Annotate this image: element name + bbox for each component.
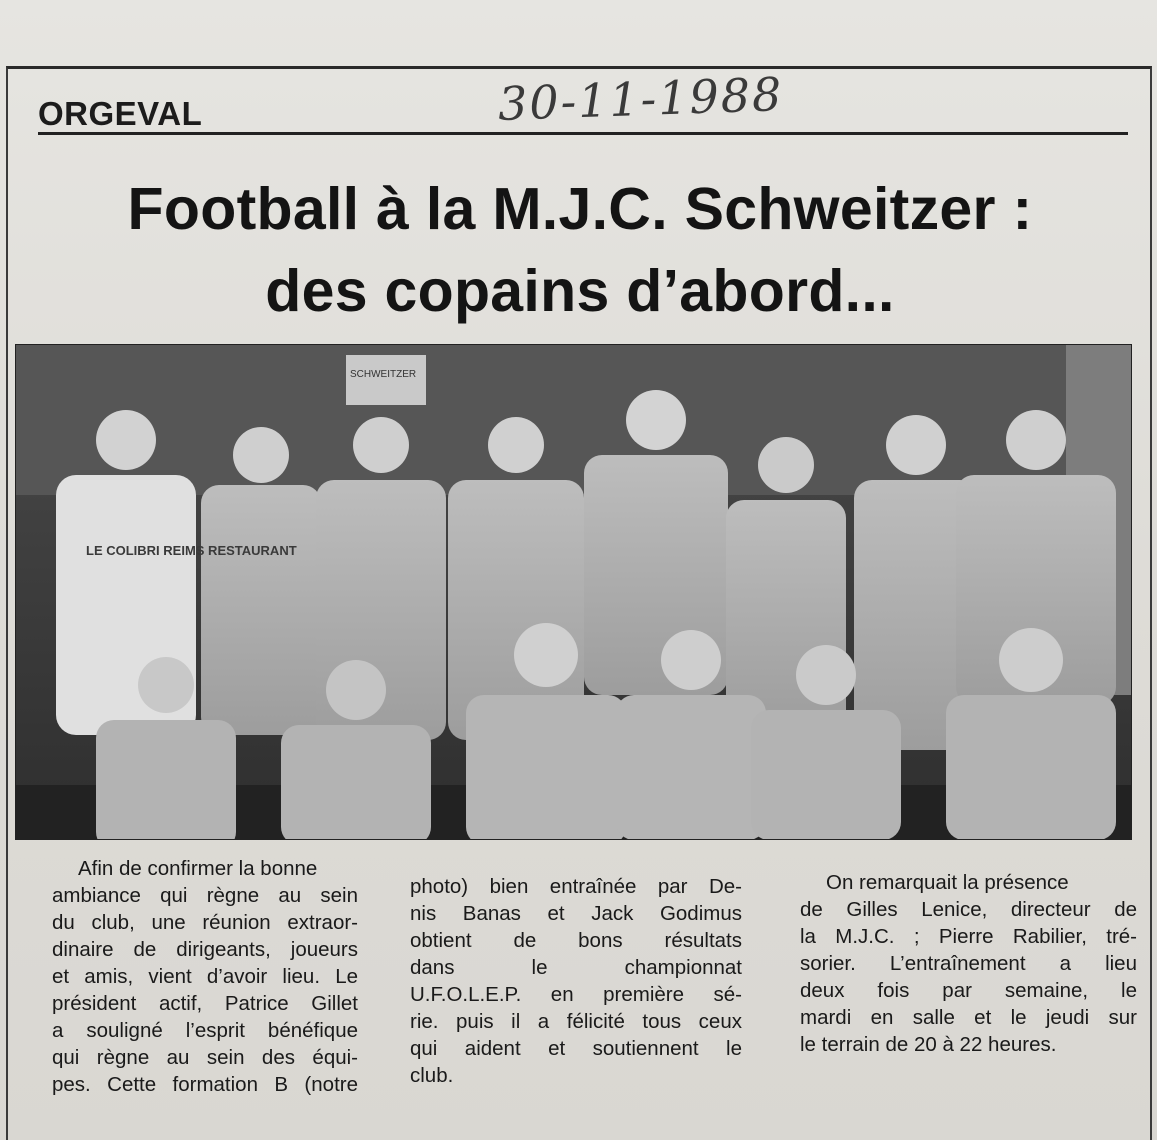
col2-line: U.F.O.L.E.P. en première sé- bbox=[410, 983, 742, 1006]
col1-line: pes. Cette formation B (notre bbox=[52, 1073, 358, 1096]
col2-line: nis Banas et Jack Godimus bbox=[410, 902, 742, 925]
article-column-3 bbox=[800, 869, 1137, 1058]
team-photo bbox=[15, 344, 1132, 840]
col1-line: et amis, vient d’avoir lieu. Le bbox=[52, 965, 358, 988]
col3-line: de Gilles Lenice, directeur de bbox=[800, 898, 1137, 921]
col1-line: du club, une réunion extraor- bbox=[52, 911, 358, 934]
col3-line: On remarquait la présence bbox=[826, 871, 1069, 894]
col1-line: qui règne au sein des équi- bbox=[52, 1046, 358, 1069]
col3-line: le terrain de 20 à 22 heures. bbox=[800, 1033, 1057, 1056]
article-column-1 bbox=[52, 855, 358, 1098]
col2-line: photo) bien entraînée par De- bbox=[410, 875, 742, 898]
wall-sign bbox=[346, 355, 426, 405]
col1-line: a souligné l’esprit bénéfique bbox=[52, 1019, 358, 1042]
col3-line: deux fois par semaine, le bbox=[800, 979, 1137, 1002]
col1-line: président actif, Patrice Gillet bbox=[52, 992, 358, 1015]
wall-sign-text: SCHWEITZER bbox=[350, 369, 417, 380]
col1-line: Afin de confirmer la bonne bbox=[78, 857, 318, 880]
handwritten-date: 30-11-1988 bbox=[497, 67, 785, 131]
headline-line-2: des copains d’abord... bbox=[265, 258, 895, 324]
col3-line: sorier. L’entraînement a lieu bbox=[800, 952, 1137, 975]
col2-line: dans le championnat bbox=[410, 956, 742, 979]
col1-line: ambiance qui règne au sein bbox=[52, 884, 358, 907]
headline-line-1: Football à la M.J.C. Schweitzer : bbox=[127, 176, 1033, 242]
jersey-sponsor-text: LE COLIBRI REIMS RESTAURANT bbox=[86, 543, 297, 558]
section-rule bbox=[38, 132, 1128, 135]
team-photo-illustration bbox=[16, 345, 1132, 840]
col1-line: dinaire de dirigeants, joueurs bbox=[52, 938, 358, 961]
col2-line: obtient de bons résultats bbox=[410, 929, 742, 952]
article-column-2 bbox=[410, 873, 742, 1089]
col3-line: mardi en salle et le jeudi sur bbox=[800, 1006, 1137, 1029]
col2-line: qui aident et soutiennent le bbox=[410, 1037, 742, 1060]
col2-line: club. bbox=[410, 1064, 454, 1087]
section-title: ORGEVAL bbox=[38, 95, 203, 132]
col3-line: la M.J.C. ; Pierre Rabilier, tré- bbox=[800, 925, 1137, 948]
headline bbox=[20, 168, 1140, 332]
col2-line: rie. puis il a félicité tous ceux bbox=[410, 1010, 742, 1033]
